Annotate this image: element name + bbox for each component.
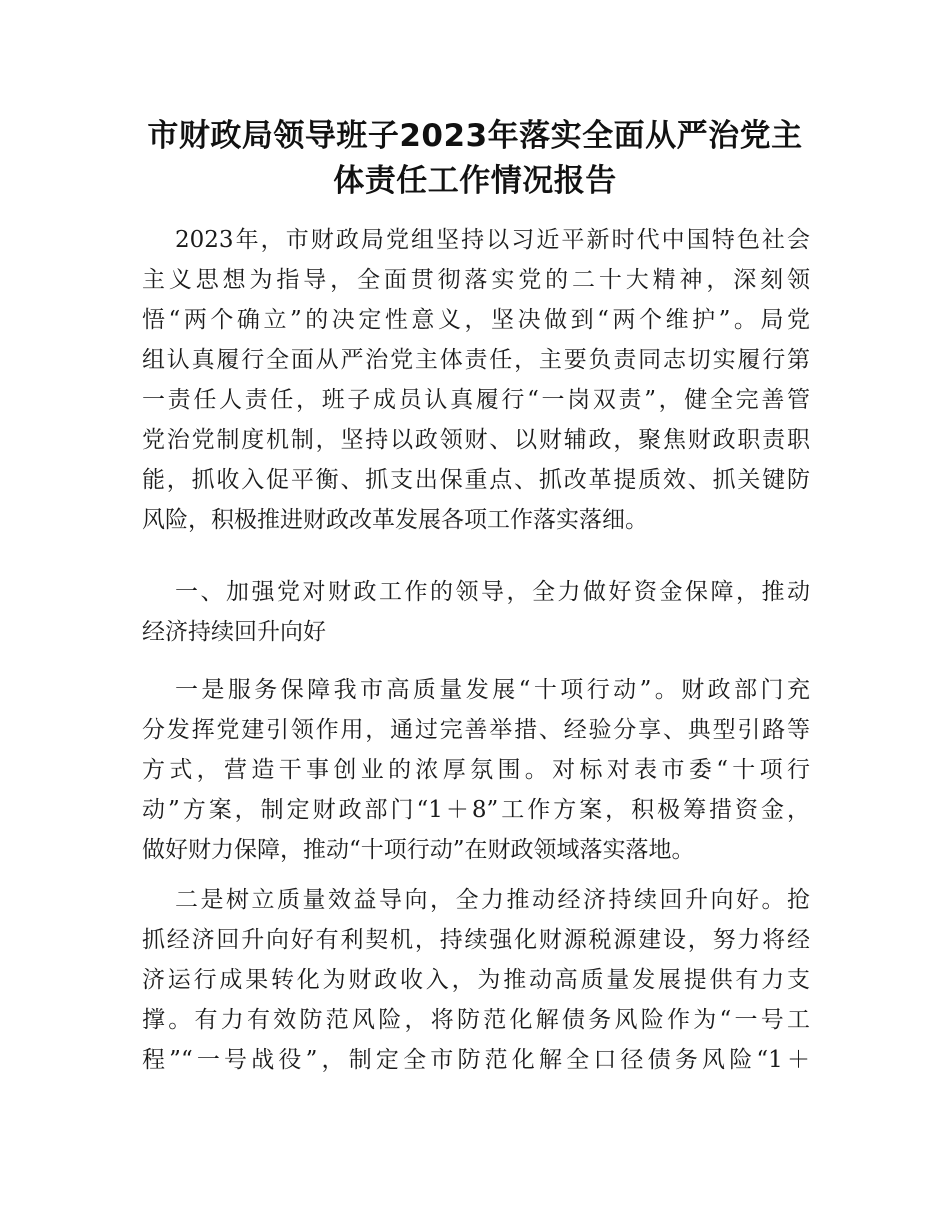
- paragraph-line: 济运行成果转化为财政收入，为推动高质量发展提供有力支: [142, 967, 810, 993]
- paragraph-line: 分发挥党建引领作用，通过完善举措、经验分享、典型引路等: [142, 717, 810, 743]
- document-title-line-2: 体责任工作情况报告: [333, 163, 617, 199]
- paragraph-line: 一是服务保障我市高质量发展“十项行动”。财政部门充: [175, 677, 810, 703]
- paragraph-line: 主义思想为指导，全面贯彻落实党的二十大精神，深刻领: [142, 267, 810, 293]
- paragraph-line: 悟“两个确立”的决定性意义，坚决做到“两个维护”。局党: [142, 307, 810, 333]
- body-paragraph-2: [142, 880, 810, 1080]
- paragraph-line: 二是树立质量效益导向，全力推动经济持续回升向好。抢: [175, 887, 810, 913]
- paragraph-line: 组认真履行全面从严治党主体责任，主要负责同志切实履行第: [142, 347, 810, 373]
- intro-paragraph: [142, 220, 810, 540]
- paragraph-line: 抓经济回升向好有利契机，持续强化财源税源建设，努力将经: [142, 927, 810, 953]
- section-heading-line: 一、加强党对财政工作的领导，全力做好资金保障，推动: [175, 579, 810, 605]
- section-heading: [142, 572, 810, 652]
- paragraph-line: 动”方案，制定财政部门“1＋8”工作方案，积极筹措资金，: [142, 797, 810, 823]
- paragraph-line: 党治党制度机制，坚持以政领财、以财辅政，聚焦财政职责职: [142, 427, 810, 453]
- paragraph-line: 风险，积极推进财政改革发展各项工作落实落细。: [142, 507, 648, 533]
- paragraph-line: 能，抓收入促平衡、抓支出保重点、抓改革提质效、抓关键防: [142, 467, 810, 493]
- paragraph-line: 做好财力保障，推动“十项行动”在财政领域落实落地。: [142, 837, 695, 863]
- section-heading-line: 经济持续回升向好: [142, 619, 326, 645]
- paragraph-line: 程”“一号战役”，制定全市防范化解全口径债务风险“1＋: [142, 1047, 810, 1073]
- body-paragraph-1: [142, 670, 810, 870]
- paragraph-line: 撑。有力有效防范风险，将防范化解债务风险作为“一号工: [142, 1007, 810, 1033]
- paragraph-line: 一责任人责任，班子成员认真履行“一岗双责”，健全完善管: [142, 387, 810, 413]
- document-title-line-1: 市财政局领导班子2023年落实全面从严治党主: [147, 118, 803, 154]
- paragraph-line: 方式，营造干事创业的浓厚氛围。对标对表市委“十项行: [142, 757, 810, 783]
- paragraph-line: 2023年，市财政局党组坚持以习近平新时代中国特色社会: [175, 227, 810, 253]
